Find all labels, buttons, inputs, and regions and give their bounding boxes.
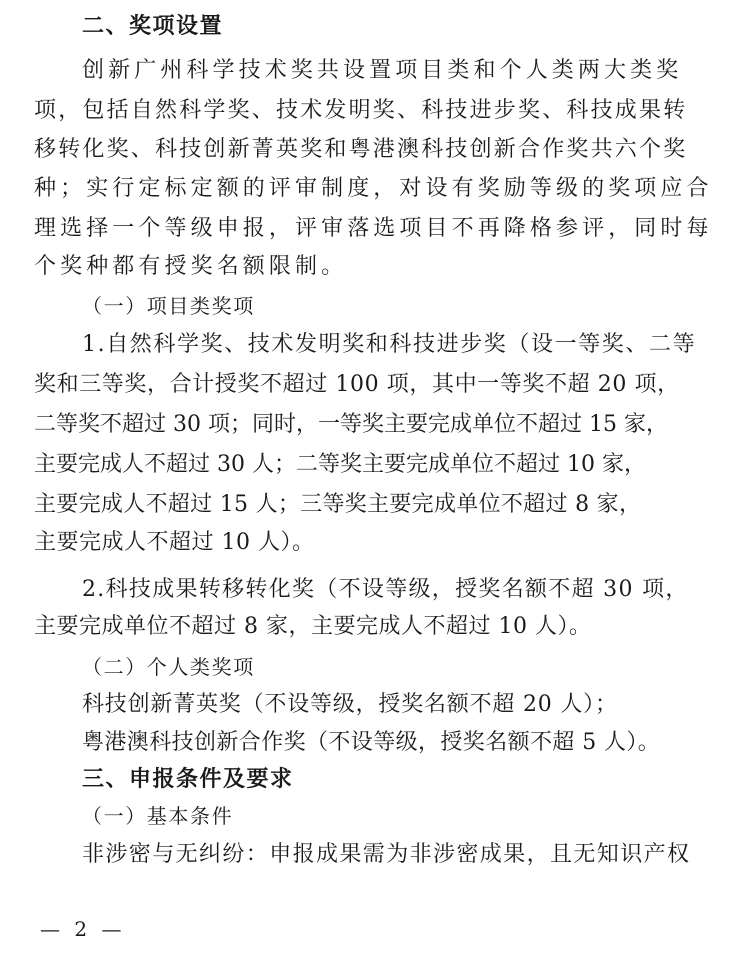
section-2-heading: 二、奖项设置 [82, 14, 224, 39]
paragraph-line: 1.自然科学奖、技术发明奖和科技进步奖（设一等奖、二等 [82, 332, 697, 357]
paragraph-line: 科技创新菁英奖（不设等级，授奖名额不超 20 人）； [82, 692, 618, 717]
paragraph-line: 二等奖不超过 30 项；同时，一等奖主要完成单位不超过 15 家， [34, 412, 668, 437]
paragraph-line: 个奖种都有授奖名额限制。 [34, 254, 348, 279]
paragraph-line: 种；实行定标定额的评审制度，对设有奖励等级的奖项应合 [34, 176, 713, 201]
paragraph-line: 主要完成人不超过 10 人）。 [34, 530, 315, 555]
section-3-heading: 三、申报条件及要求 [82, 767, 294, 792]
paragraph-line: 2.科技成果转移转化奖（不设等级，授奖名额不超 30 项， [82, 577, 689, 602]
paragraph-line: 主要完成单位不超过 8 家，主要完成人不超过 10 人）。 [34, 614, 592, 639]
paragraph-line: 理选择一个等级申报，评审落选项目不再降格参评，同时每 [34, 216, 713, 241]
paragraph-line: 非涉密与无纠纷：申报成果需为非涉密成果，且无知识产权 [82, 842, 691, 867]
paragraph-line: 创新广州科学技术奖共设置项目类和个人类两大类奖 [82, 58, 683, 83]
paragraph-line: 移转化奖、科技创新菁英奖和粤港澳科技创新合作奖共六个奖 [34, 137, 688, 162]
paragraph-line: 主要完成人不超过 30 人；二等奖主要完成单位不超过 10 家， [34, 452, 646, 477]
page-number: — 2 — [40, 917, 126, 941]
paragraph-line: 粤港澳科技创新合作奖（不设等级，授奖名额不超 5 人）。 [82, 730, 661, 755]
paragraph-line: 项，包括自然科学奖、技术发明奖、科技进步奖、科技成果转 [34, 98, 688, 123]
subsection-heading: （一）项目类奖项 [82, 294, 255, 318]
paragraph-line: 奖和三等奖，合计授奖不超过 100 项，其中一等奖不超 20 项， [34, 372, 680, 397]
paragraph-line: 主要完成人不超过 15 人；三等奖主要完成单位不超过 8 家， [34, 492, 642, 517]
subsection-heading: （一）基本条件 [82, 804, 234, 828]
subsection-heading: （二）个人类奖项 [82, 655, 255, 679]
